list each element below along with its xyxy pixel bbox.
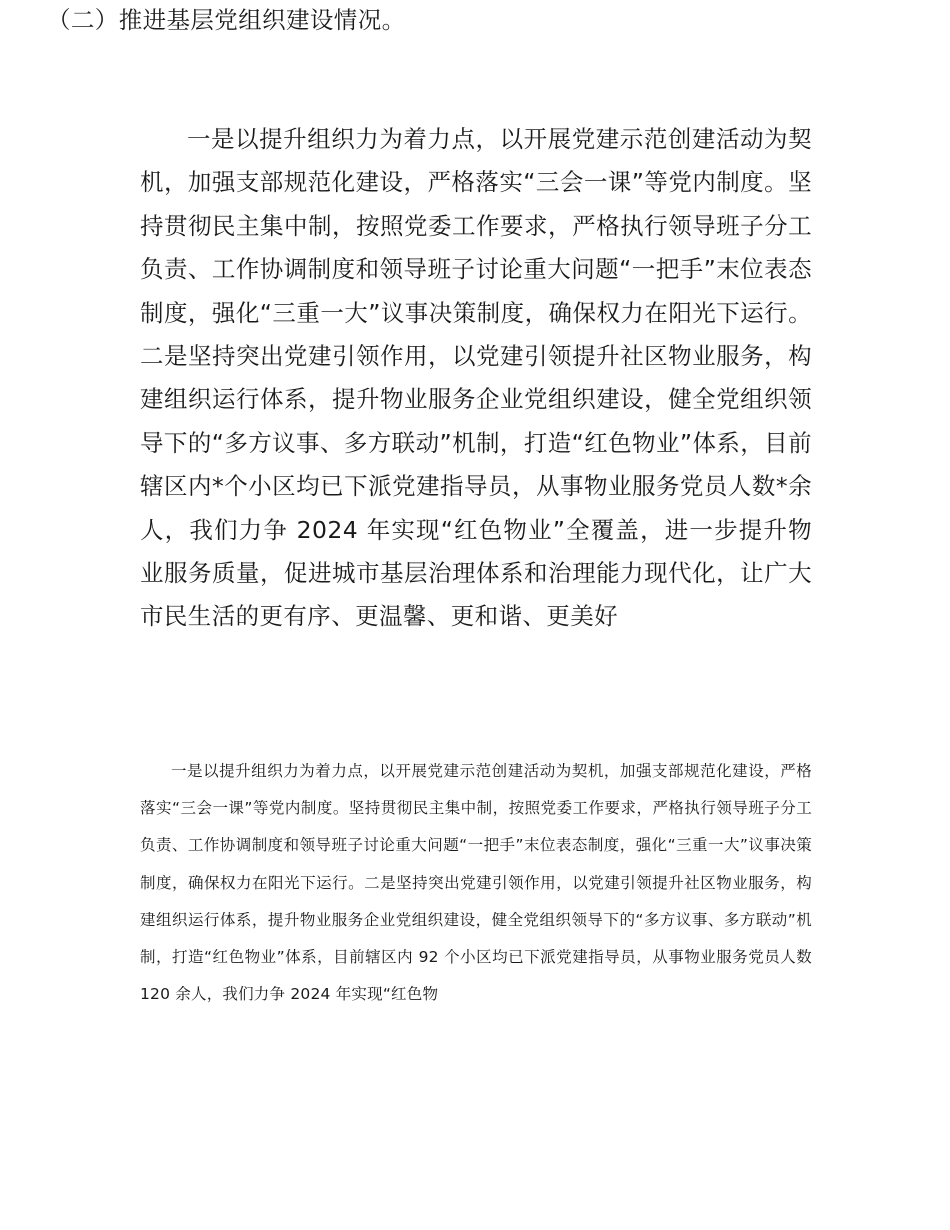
body-paragraph-small: 一是以提升组织力为着力点，以开展党建示范创建活动为契机，加强支部规范化建设，严格落实“三会一课”等党内制度。坚持贯彻民主集中制，按照党委工作要求，严格执行领导班子分工负责、工作协调制度和领导班子讨论重大问题“一把手”末位表态制度，强化“三重一大”议事决策制度，确保权力在阳光下运行。二是坚持突出党建引领作用，以党建引领提升社区物业服务，构建组织运行体系，提升物业服务企业党组织建设，健全党组织领导下的“多方议事、多方联动”机制，打造“红色物业”体系，目前辖区内 92 个小区均已下派党建指导员，从事物业服务党员人数 120 余人，我们力争 2024 年实现“红色物 (140, 762, 812, 1004)
body-paragraph-large: 一是以提升组织力为着力点，以开展党建示范创建活动为契机，加强支部规范化建设，严格落实“三会一课”等党内制度。坚持贯彻民主集中制，按照党委工作要求，严格执行领导班子分工负责、工作协调制度和领导班子讨论重大问题“一把手”末位表态制度，强化“三重一大”议事决策制度，确保权力在阳光下运行。二是坚持突出党建引领作用，以党建引领提升社区物业服务，构建组织运行体系，提升物业服务企业党组织建设，健全党组织领导下的“多方议事、多方联动”机制，打造“红色物业”体系，目前辖区内*个小区均已下派党建指导员，从事物业服务党员人数*余人，我们力争 2024 年实现“红色物业”全覆盖，进一步提升物业服务质量，促进城市基层治理体系和治理能力现代化，让广大市民生活的更有序、更温馨、更和谐、更美好 (140, 125, 812, 631)
section-heading: （二）推进基层党组织建设情况。 (47, 6, 406, 34)
